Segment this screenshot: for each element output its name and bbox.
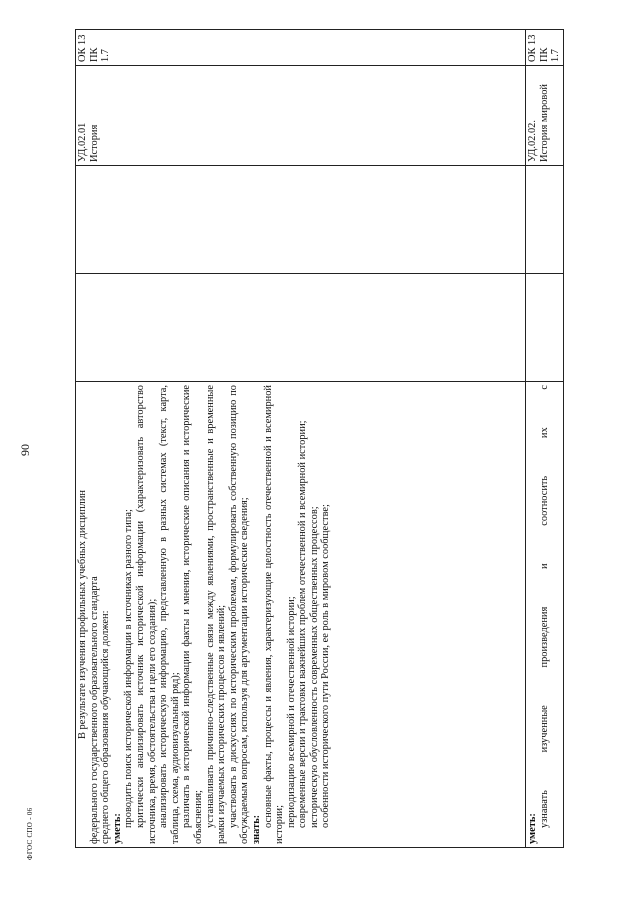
discipline-code: УД.02.01 xyxy=(77,122,88,162)
empty-cell xyxy=(76,166,526,274)
empty-cell xyxy=(76,274,526,382)
discipline-code-cell xyxy=(76,66,526,166)
intro-line: федерального государственного образовательного стандарта xyxy=(88,576,100,844)
table-row xyxy=(76,30,526,848)
competencies-cell xyxy=(76,30,526,66)
knowledge-item: основные факты, процессы и явления, характеризующие целостность отечественной и всемирной истории; xyxy=(262,385,286,844)
rotated-table-page xyxy=(75,30,562,848)
discipline-code: УД.02.02. xyxy=(527,120,538,162)
requirements-cell xyxy=(76,382,526,848)
footer-document-code: ФГОС СПО - 06 xyxy=(26,807,34,860)
discipline-code-cell xyxy=(526,66,564,166)
skill-item: устанавливать причинно-следственные связи между явлениями, пространственные и временные рамки изучаемых исторических процессов и явлений; xyxy=(204,385,228,844)
skill-item: критически анализировать источник исторической информации (характеризовать авторство источника, время, обстоятельства и цели его создания); xyxy=(134,385,158,844)
page-number: 90 xyxy=(18,444,32,456)
knowledge-heading: знать: xyxy=(250,814,262,844)
skill-item: проводить поиск исторической информации в источниках разного типа; xyxy=(123,509,135,828)
competency-code: ОК 13 xyxy=(77,34,88,62)
skills-heading: уметь: xyxy=(111,813,123,844)
competency-code: ПК 1.7 xyxy=(88,47,112,62)
requirements-cell xyxy=(526,382,564,848)
intro-line: среднего общего образования обучающийся должен: xyxy=(100,610,112,844)
skills-heading: уметь: xyxy=(527,813,538,844)
knowledge-item: историческую обусловленность современных общественных процессов; xyxy=(308,506,320,828)
skill-item: анализировать историческую информацию, представленную в разных системах (текст, карта, таблица, схема, аудиовизуальный ряд); xyxy=(158,385,181,844)
empty-cell xyxy=(526,166,564,274)
curriculum-table xyxy=(75,29,564,848)
intro-line: В результате изучения профильных учебных дисциплин xyxy=(77,490,88,739)
knowledge-item: современные версии и трактовки важнейших проблем отечественной и всемирной истории; xyxy=(297,420,309,828)
skill-item: узнавать изученные произведения и соотносить их с xyxy=(538,385,550,828)
discipline-name: История мировой xyxy=(538,84,550,162)
table-row xyxy=(526,30,564,848)
knowledge-item: периодизацию всемирной и отечественной истории; xyxy=(285,596,297,828)
competency-code: ПК 1.7 xyxy=(538,47,562,62)
competencies-cell xyxy=(526,30,564,66)
empty-cell xyxy=(526,274,564,382)
discipline-name: История xyxy=(88,124,100,162)
skill-item: участвовать в дискуссиях по историческим проблемам, формулировать собственную позицию по обсуждаемым вопросам, используя для аргументации исторические сведения; xyxy=(227,385,251,844)
competency-code: ОК 13 xyxy=(527,34,538,62)
skill-item: различать в исторической информации факты и мнения, исторические описания и исторические объяснения; xyxy=(181,385,204,844)
knowledge-item: особенности исторического пути России, ее роль в мировом сообществе; xyxy=(320,504,332,828)
